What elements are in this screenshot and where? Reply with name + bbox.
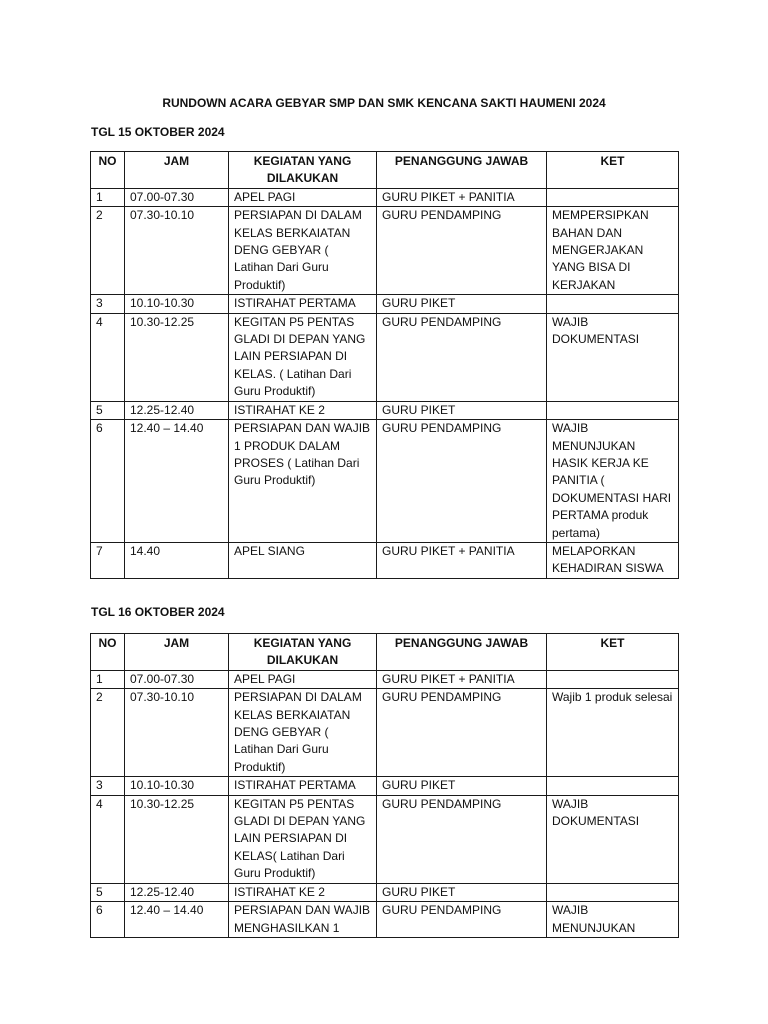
cell-jam: 10.30-12.25: [125, 313, 229, 401]
cell-kegiatan: ISTIRAHAT PERTAMA: [229, 777, 377, 795]
cell-no: 5: [91, 883, 125, 901]
header-no: NO: [91, 152, 125, 189]
cell-kegiatan: ISTIRAHAT KE 2: [229, 401, 377, 419]
cell-kegiatan: KEGITAN P5 PENTAS GLADI DI DEPAN YANG LAIN PERSIAPAN DI KELAS( Latihan Dari Guru Produktif): [229, 795, 377, 883]
cell-jam: 10.10-10.30: [125, 295, 229, 313]
cell-kegiatan: KEGITAN P5 PENTAS GLADI DI DEPAN YANG LAIN PERSIAPAN DI KELAS. ( Latihan Dari Guru Produktif): [229, 313, 377, 401]
header-jam: JAM: [125, 152, 229, 189]
cell-no: 2: [91, 689, 125, 777]
cell-no: 6: [91, 420, 125, 543]
cell-penanggung-jawab: GURU PIKET: [377, 401, 547, 419]
table-row: [91, 795, 679, 883]
header-kegiatan: KEGIATAN YANG DILAKUKAN: [229, 634, 377, 671]
cell-kegiatan: ISTIRAHAT KE 2: [229, 883, 377, 901]
day1-table: [90, 151, 679, 579]
cell-no: 2: [91, 207, 125, 295]
table-row: [91, 777, 679, 795]
table-header-row: [91, 152, 679, 189]
cell-jam: 07.00-07.30: [125, 188, 229, 206]
table-row: [91, 689, 679, 777]
cell-kegiatan: PERSIAPAN DAN WAJIB MENGHASILKAN 1: [229, 902, 377, 938]
cell-no: 1: [91, 670, 125, 688]
cell-kegiatan: APEL PAGI: [229, 670, 377, 688]
cell-penanggung-jawab: GURU PENDAMPING: [377, 795, 547, 883]
cell-ket: [547, 401, 679, 419]
cell-no: 6: [91, 902, 125, 938]
cell-jam: 12.25-12.40: [125, 401, 229, 419]
cell-penanggung-jawab: GURU PIKET + PANITIA: [377, 542, 547, 578]
table-row: [91, 670, 679, 688]
cell-penanggung-jawab: GURU PIKET: [377, 777, 547, 795]
cell-penanggung-jawab: GURU PIKET + PANITIA: [377, 188, 547, 206]
cell-ket: MEMPERSIPKAN BAHAN DAN MENGERJAKAN YANG BISA DI KERJAKAN: [547, 207, 679, 295]
cell-penanggung-jawab: GURU PIKET + PANITIA: [377, 670, 547, 688]
cell-penanggung-jawab: GURU PENDAMPING: [377, 902, 547, 938]
cell-penanggung-jawab: GURU PIKET: [377, 295, 547, 313]
cell-ket: [547, 188, 679, 206]
cell-ket: [547, 670, 679, 688]
cell-no: 3: [91, 295, 125, 313]
cell-jam: 12.25-12.40: [125, 883, 229, 901]
cell-kegiatan: ISTIRAHAT PERTAMA: [229, 295, 377, 313]
table-row: [91, 401, 679, 419]
cell-no: 1: [91, 188, 125, 206]
cell-penanggung-jawab: GURU PIKET: [377, 883, 547, 901]
cell-penanggung-jawab: GURU PENDAMPING: [377, 207, 547, 295]
cell-jam: 07.30-10.10: [125, 207, 229, 295]
header-ket: KET: [547, 152, 679, 189]
cell-jam: 10.10-10.30: [125, 777, 229, 795]
document-title: RUNDOWN ACARA GEBYAR SMP DAN SMK KENCANA SAKTI HAUMENI 2024: [162, 96, 606, 110]
table-row: [91, 295, 679, 313]
cell-no: 4: [91, 795, 125, 883]
table-row: [91, 883, 679, 901]
cell-jam: 07.00-07.30: [125, 670, 229, 688]
cell-no: 4: [91, 313, 125, 401]
header-jam: JAM: [125, 634, 229, 671]
header-kegiatan: KEGIATAN YANG DILAKUKAN: [229, 152, 377, 189]
cell-kegiatan: PERSIAPAN DAN WAJIB 1 PRODUK DALAM PROSES ( Latihan Dari Guru Produktif): [229, 420, 377, 543]
cell-jam: 12.40 – 14.40: [125, 902, 229, 938]
cell-kegiatan: APEL PAGI: [229, 188, 377, 206]
header-ket: KET: [547, 634, 679, 671]
cell-penanggung-jawab: GURU PENDAMPING: [377, 689, 547, 777]
table-row: [91, 188, 679, 206]
cell-no: 5: [91, 401, 125, 419]
table-row: [91, 313, 679, 401]
day2-table: [90, 633, 679, 938]
cell-ket: WAJIB DOKUMENTASI: [547, 313, 679, 401]
cell-ket: WAJIB MENUNJUKAN HASIK KERJA KE PANITIA ( DOKUMENTASI HARI PERTAMA produk pertama): [547, 420, 679, 543]
cell-jam: 12.40 – 14.40: [125, 420, 229, 543]
cell-kegiatan: APEL SIANG: [229, 542, 377, 578]
cell-ket: Wajib 1 produk selesai: [547, 689, 679, 777]
day1-heading: TGL 15 OKTOBER 2024: [91, 125, 225, 139]
cell-ket: WAJIB DOKUMENTASI: [547, 795, 679, 883]
cell-kegiatan: PERSIAPAN DI DALAM KELAS BERKAIATAN DENG GEBYAR ( Latihan Dari Guru Produktif): [229, 207, 377, 295]
header-penanggung-jawab: PENANGGUNG JAWAB: [377, 634, 547, 671]
cell-ket: [547, 295, 679, 313]
cell-no: 3: [91, 777, 125, 795]
table-row: [91, 207, 679, 295]
cell-kegiatan: PERSIAPAN DI DALAM KELAS BERKAIATAN DENG GEBYAR ( Latihan Dari Guru Produktif): [229, 689, 377, 777]
cell-ket: MELAPORKAN KEHADIRAN SISWA: [547, 542, 679, 578]
table-row: [91, 420, 679, 543]
day2-heading: TGL 16 OKTOBER 2024: [91, 605, 225, 619]
table-row: [91, 902, 679, 938]
cell-jam: 14.40: [125, 542, 229, 578]
cell-ket: WAJIB MENUNJUKAN: [547, 902, 679, 938]
cell-jam: 10.30-12.25: [125, 795, 229, 883]
cell-ket: [547, 777, 679, 795]
table-header-row: [91, 634, 679, 671]
table-row: [91, 542, 679, 578]
cell-no: 7: [91, 542, 125, 578]
cell-penanggung-jawab: GURU PENDAMPING: [377, 313, 547, 401]
cell-penanggung-jawab: GURU PENDAMPING: [377, 420, 547, 543]
cell-jam: 07.30-10.10: [125, 689, 229, 777]
header-penanggung-jawab: PENANGGUNG JAWAB: [377, 152, 547, 189]
header-no: NO: [91, 634, 125, 671]
cell-ket: [547, 883, 679, 901]
